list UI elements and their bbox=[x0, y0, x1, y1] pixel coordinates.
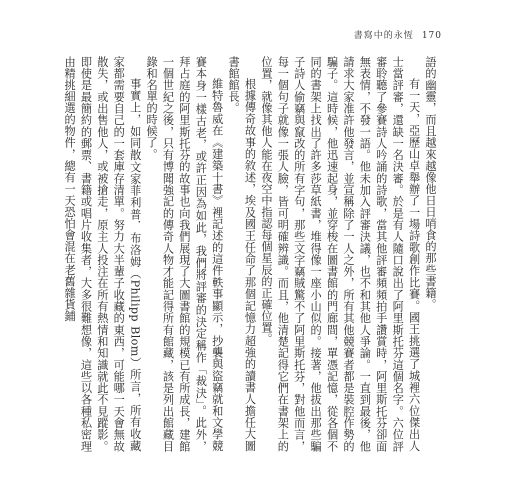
paragraph-vitruvius: 維特魯威在《建築十書》裡記述的這件軼事顯示，抄襲與盜竊就和文學競賽本身一樣古老，或許正因為如此，我們將評審的決定稱作「裁決」。此外，拜占庭的阿里斯托芬的故事也向我們展現了大圖書館的規模已有所成長，建館一個世紀之後，只有博聞強記的傳奇人物才能記得所有館藏，該是列出館藏目錄和名單的時候了。 bbox=[145, 56, 224, 452]
page-number: 170 bbox=[421, 31, 442, 41]
paragraph-competition-story: 有一天，亞歷山卓舉辦了一場詩歌創作比賽。國王挑選了城裡六位傑出人士當評審，還缺一名決審。於是有人隨口說出了阿里斯托芬這個名字。六位評審聆聽了參賽詩人吟誦的詩歌，當其他評審頻頻拍手讚賞時，阿里斯托芬卻面無表情，不發一語。他未加入評審決議，也不和其他人爭論。一直到最後，他請求大家准許他發言，並宣稱除了一人之外，所有其他競賽者都是裝腔作勢的騙子。這時候，他迅速起身，並穿梭在圖書館的門廊間，單憑記憶，從各個不同的書架上找出了許多莎草紙書，堆得像一座小山似的。接著，他拔出那些騙子詩人偷竊與竄改的所有字句，那些文字竊賊驚不了阿里斯托芬，對他而言，每一個句子就像一張人臉，皆可明確辨識。而且，他清楚記得它們在書架上的位置，就像其他人能在夜空中指認每個星辰的正確位置。 bbox=[259, 56, 421, 452]
running-head bbox=[354, 28, 442, 41]
paragraph-librarian-appointment: 根據傳奇故事的敘述，埃及國王任命了那個記憶力超強的讀書人擔任大圖書館館長。 bbox=[227, 56, 257, 452]
body-text bbox=[63, 56, 438, 452]
paragraph-continued: 語的幽靈，而且越來越像他日日哨食的那些書籍。 bbox=[424, 56, 437, 311]
paragraph-collectors: 事實上，如同散文家菲利普．布洛姆（Philipp Blom）所言，所有收藏家都需要自己的一套庫存清單。努力大半輩子收藏的東西，可能哪一天會無故散失，或出售他人，或被搶走，原主人投注在所有熱情和知識就此不見蹤影。即使是最簡約的郵票、書籍或唱片收集者，大多很難想像，這些以各種私密理由精挑細選的物件，總有一天恐怕會混在老舊雜貨鋪 bbox=[63, 56, 142, 452]
running-head-title: 書寫中的永恆 bbox=[353, 31, 414, 41]
